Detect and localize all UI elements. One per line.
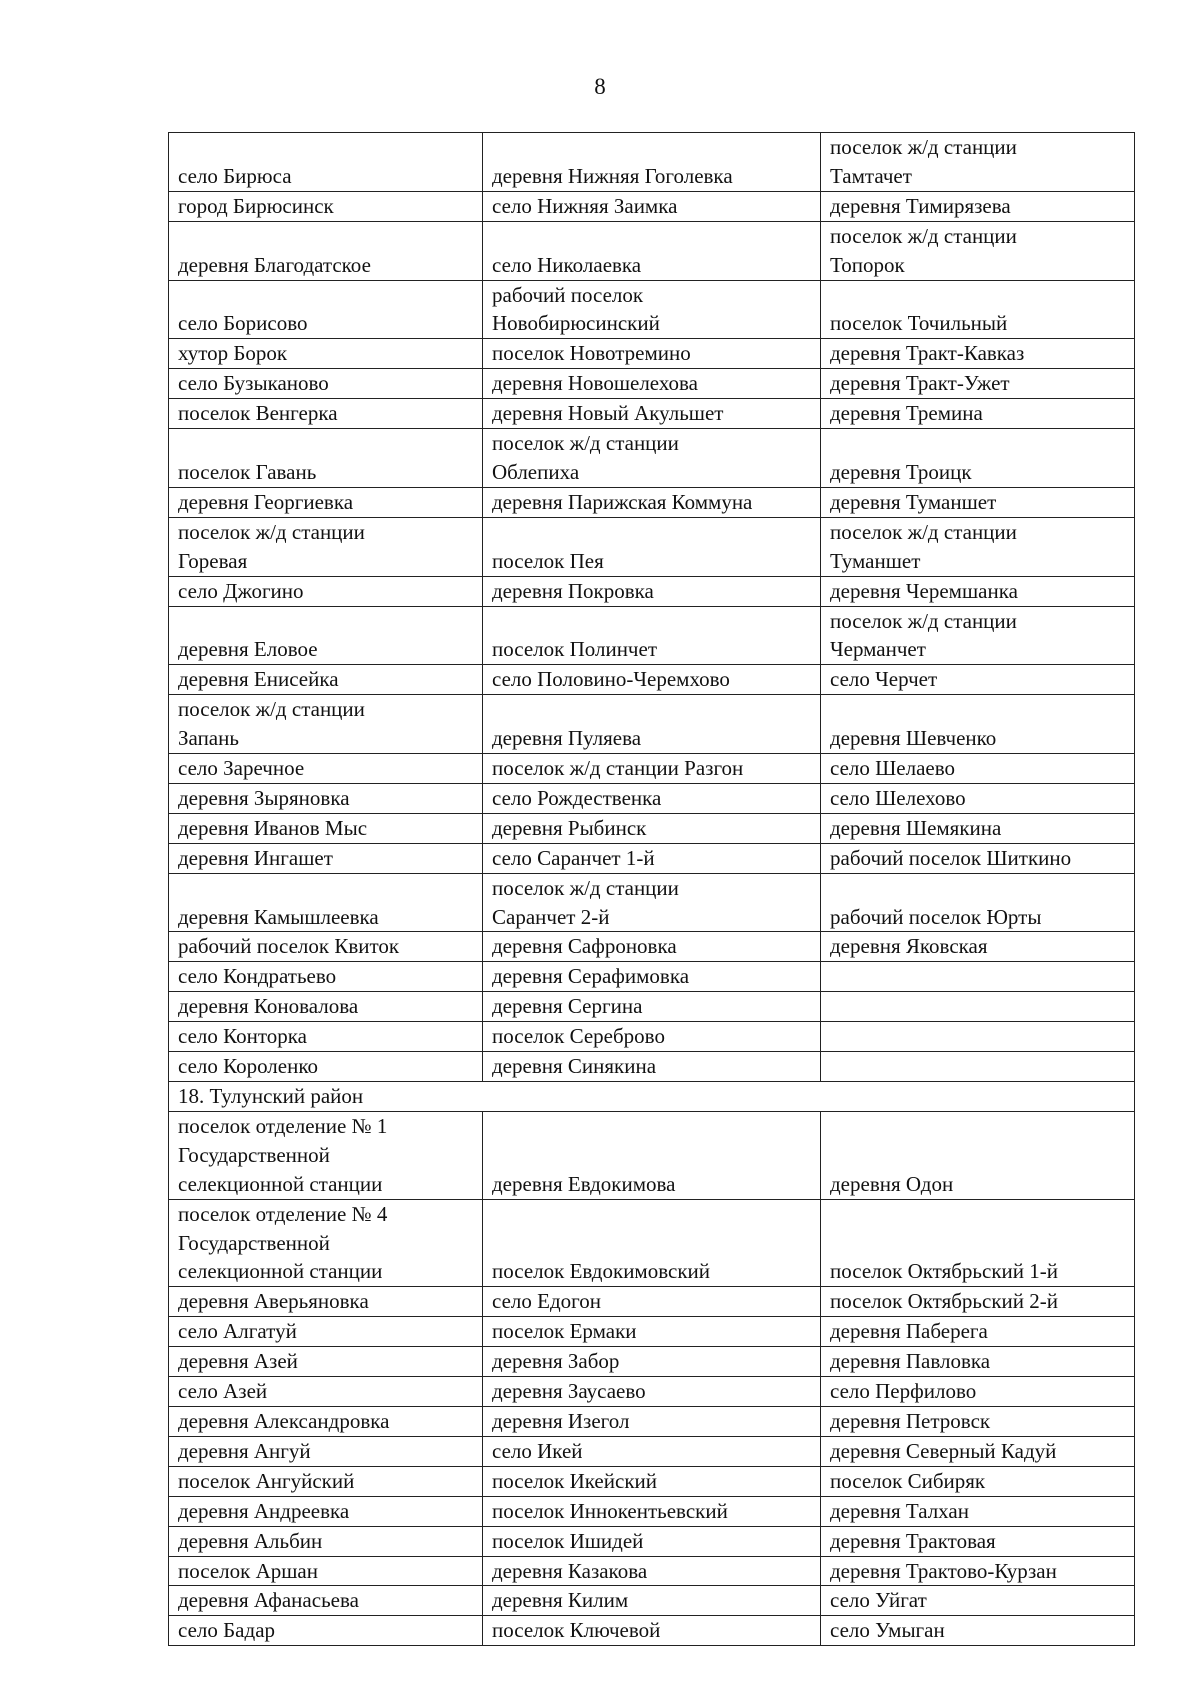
table-cell: поселок Пея bbox=[483, 517, 821, 576]
table-row bbox=[169, 339, 1135, 369]
table-cell: село Николаевка bbox=[483, 221, 821, 280]
table-cell: деревня Синякина bbox=[483, 1052, 821, 1082]
table-cell: поселок Сибиряк bbox=[821, 1466, 1135, 1496]
table-cell bbox=[821, 1022, 1135, 1052]
table-row bbox=[169, 1287, 1135, 1317]
table-row bbox=[169, 1586, 1135, 1616]
table-row bbox=[169, 576, 1135, 606]
table-cell: поселок Новотремино bbox=[483, 339, 821, 369]
table-cell: село Половино-Черемхово bbox=[483, 665, 821, 695]
table-cell bbox=[821, 962, 1135, 992]
table-cell: поселок ж/д станции Разгон bbox=[483, 754, 821, 784]
table-row bbox=[169, 843, 1135, 873]
table-row bbox=[169, 1199, 1135, 1287]
table-cell: деревня Азей bbox=[169, 1347, 483, 1377]
table-cell: деревня Северный Кадуй bbox=[821, 1436, 1135, 1466]
table-cell: поселок Гавань bbox=[169, 429, 483, 488]
section-header-row bbox=[169, 1082, 1135, 1112]
table-cell: поселок ж/д станции Запань bbox=[169, 695, 483, 754]
table-cell: деревня Шемякина bbox=[821, 813, 1135, 843]
table-cell: деревня Альбин bbox=[169, 1526, 483, 1556]
table-cell: село Бирюса bbox=[169, 133, 483, 192]
table-cell: деревня Серафимовка bbox=[483, 962, 821, 992]
table-cell: село Саранчет 1-й bbox=[483, 843, 821, 873]
table-cell: поселок ж/д станции Горевая bbox=[169, 517, 483, 576]
table-row bbox=[169, 962, 1135, 992]
table-cell: поселок Точильный bbox=[821, 280, 1135, 339]
district-18-rows bbox=[169, 1111, 1135, 1645]
table-cell: деревня Нижняя Гоголевка bbox=[483, 133, 821, 192]
table-cell: деревня Новошелехова bbox=[483, 369, 821, 399]
table-cell: деревня Яковская bbox=[821, 932, 1135, 962]
table-cell: деревня Сафроновка bbox=[483, 932, 821, 962]
table-row bbox=[169, 133, 1135, 192]
table-cell: деревня Покровка bbox=[483, 576, 821, 606]
table-cell: деревня Георгиевка bbox=[169, 487, 483, 517]
table-row bbox=[169, 1111, 1135, 1199]
table-cell: деревня Петровск bbox=[821, 1406, 1135, 1436]
table-cell: деревня Талхан bbox=[821, 1496, 1135, 1526]
table-cell: поселок отделение № 1 Государственной селекционной станции bbox=[169, 1111, 483, 1199]
table-cell: деревня Коновалова bbox=[169, 992, 483, 1022]
table-row bbox=[169, 695, 1135, 754]
table-cell: деревня Изегол bbox=[483, 1406, 821, 1436]
table-cell: поселок Полинчет bbox=[483, 606, 821, 665]
table-cell: деревня Тремина bbox=[821, 399, 1135, 429]
table-cell: рабочий поселок Юрты bbox=[821, 873, 1135, 932]
table-cell: село Перфилово bbox=[821, 1377, 1135, 1407]
table-cell: поселок Октябрьский 2-й bbox=[821, 1287, 1135, 1317]
table-cell: деревня Ангуй bbox=[169, 1436, 483, 1466]
table-row bbox=[169, 606, 1135, 665]
table-cell: село Заречное bbox=[169, 754, 483, 784]
table-cell bbox=[821, 992, 1135, 1022]
table-cell: село Умыган bbox=[821, 1616, 1135, 1646]
table-row bbox=[169, 665, 1135, 695]
table-cell: деревня Одон bbox=[821, 1111, 1135, 1199]
table-cell: рабочий поселок Новобирюсинский bbox=[483, 280, 821, 339]
table-cell: поселок Иннокентьевский bbox=[483, 1496, 821, 1526]
table-row bbox=[169, 1526, 1135, 1556]
table-row bbox=[169, 754, 1135, 784]
table-cell: село Алгатуй bbox=[169, 1317, 483, 1347]
table-cell: село Бадар bbox=[169, 1616, 483, 1646]
table-cell: деревня Туманшет bbox=[821, 487, 1135, 517]
table-cell: деревня Тракт-Ужет bbox=[821, 369, 1135, 399]
table-cell: деревня Новый Акульшет bbox=[483, 399, 821, 429]
table-cell: село Нижняя Заимка bbox=[483, 191, 821, 221]
table-cell: деревня Благодатское bbox=[169, 221, 483, 280]
table-cell: село Бузыканово bbox=[169, 369, 483, 399]
table-cell: село Азей bbox=[169, 1377, 483, 1407]
table-cell: поселок ж/д станции Топорок bbox=[821, 221, 1135, 280]
table-row bbox=[169, 221, 1135, 280]
table-cell: деревня Тракт-Кавказ bbox=[821, 339, 1135, 369]
table-cell: село Шелехово bbox=[821, 783, 1135, 813]
table-cell: село Джогино bbox=[169, 576, 483, 606]
table-cell: рабочий поселок Шиткино bbox=[821, 843, 1135, 873]
table-row bbox=[169, 1406, 1135, 1436]
table-row bbox=[169, 1466, 1135, 1496]
table-row bbox=[169, 191, 1135, 221]
table-cell: поселок Октябрьский 1-й bbox=[821, 1199, 1135, 1287]
table-cell: деревня Еловое bbox=[169, 606, 483, 665]
table-cell: поселок ж/д станции Черманчет bbox=[821, 606, 1135, 665]
table-cell: город Бирюсинск bbox=[169, 191, 483, 221]
table-cell: село Короленко bbox=[169, 1052, 483, 1082]
table-cell: поселок Икейский bbox=[483, 1466, 821, 1496]
table-cell: село Рождественка bbox=[483, 783, 821, 813]
table-row bbox=[169, 1347, 1135, 1377]
table-cell: деревня Казакова bbox=[483, 1556, 821, 1586]
table-cell: поселок Евдокимовский bbox=[483, 1199, 821, 1287]
table-row bbox=[169, 1436, 1135, 1466]
table-cell: деревня Зыряновка bbox=[169, 783, 483, 813]
table-cell: поселок Ключевой bbox=[483, 1616, 821, 1646]
table-cell bbox=[821, 1052, 1135, 1082]
district-17-rows bbox=[169, 133, 1135, 1082]
table-cell: деревня Трактовая bbox=[821, 1526, 1135, 1556]
table-cell: поселок Аршан bbox=[169, 1556, 483, 1586]
table-cell: деревня Пуляева bbox=[483, 695, 821, 754]
table-cell: деревня Парижская Коммуна bbox=[483, 487, 821, 517]
table-cell: деревня Аверьяновка bbox=[169, 1287, 483, 1317]
table-cell: село Черчет bbox=[821, 665, 1135, 695]
table-cell: село Шелаево bbox=[821, 754, 1135, 784]
table-cell: поселок Венгерка bbox=[169, 399, 483, 429]
table-cell: деревня Павловка bbox=[821, 1347, 1135, 1377]
table-row bbox=[169, 992, 1135, 1022]
table-row bbox=[169, 1616, 1135, 1646]
table-row bbox=[169, 1496, 1135, 1526]
table-cell: село Кондратьево bbox=[169, 962, 483, 992]
table-row bbox=[169, 429, 1135, 488]
table-cell: деревня Трактово-Курзан bbox=[821, 1556, 1135, 1586]
table-row bbox=[169, 280, 1135, 339]
table-cell: поселок Сереброво bbox=[483, 1022, 821, 1052]
table-cell: рабочий поселок Квиток bbox=[169, 932, 483, 962]
table-row bbox=[169, 517, 1135, 576]
table-cell: деревня Сергина bbox=[483, 992, 821, 1022]
settlements-table bbox=[168, 132, 1135, 1646]
table-cell: поселок ж/д станции Облепиха bbox=[483, 429, 821, 488]
table-cell: поселок Ишидей bbox=[483, 1526, 821, 1556]
table-cell: деревня Ингашет bbox=[169, 843, 483, 873]
table-cell: село Конторка bbox=[169, 1022, 483, 1052]
table-cell: деревня Троицк bbox=[821, 429, 1135, 488]
table-row bbox=[169, 399, 1135, 429]
table-cell: хутор Борок bbox=[169, 339, 483, 369]
table-cell: поселок Ермаки bbox=[483, 1317, 821, 1347]
table-cell: деревня Енисейка bbox=[169, 665, 483, 695]
page-number: 8 bbox=[594, 74, 606, 99]
table-cell: деревня Александровка bbox=[169, 1406, 483, 1436]
table-row bbox=[169, 783, 1135, 813]
table-cell: деревня Заусаево bbox=[483, 1377, 821, 1407]
table-cell: деревня Забор bbox=[483, 1347, 821, 1377]
table-cell: поселок ж/д станции Туманшет bbox=[821, 517, 1135, 576]
table-cell: деревня Андреевка bbox=[169, 1496, 483, 1526]
table-cell: село Икей bbox=[483, 1436, 821, 1466]
table-cell: село Уйгат bbox=[821, 1586, 1135, 1616]
table-cell: поселок отделение № 4 Государственной селекционной станции bbox=[169, 1199, 483, 1287]
table-row bbox=[169, 369, 1135, 399]
table-cell: поселок Ангуйский bbox=[169, 1466, 483, 1496]
table-row bbox=[169, 873, 1135, 932]
table-row bbox=[169, 1556, 1135, 1586]
table-row bbox=[169, 1317, 1135, 1347]
table-cell: поселок ж/д станции Саранчет 2-й bbox=[483, 873, 821, 932]
table-row bbox=[169, 1377, 1135, 1407]
table-cell: поселок ж/д станции Тамтачет bbox=[821, 133, 1135, 192]
table-cell: деревня Камышлеевка bbox=[169, 873, 483, 932]
table-cell: деревня Иванов Мыс bbox=[169, 813, 483, 843]
table-row bbox=[169, 1052, 1135, 1082]
table-cell: деревня Килим bbox=[483, 1586, 821, 1616]
table-cell: деревня Рыбинск bbox=[483, 813, 821, 843]
table-row bbox=[169, 1022, 1135, 1052]
table-cell: деревня Шевченко bbox=[821, 695, 1135, 754]
table-cell: деревня Черемшанка bbox=[821, 576, 1135, 606]
table-cell: деревня Тимирязева bbox=[821, 191, 1135, 221]
table-cell: село Борисово bbox=[169, 280, 483, 339]
table-cell: деревня Евдокимова bbox=[483, 1111, 821, 1199]
table-cell: село Едогон bbox=[483, 1287, 821, 1317]
table-cell: деревня Афанасьева bbox=[169, 1586, 483, 1616]
table-cell: деревня Паберега bbox=[821, 1317, 1135, 1347]
section-header: 18. Тулунский район bbox=[169, 1082, 1135, 1112]
table-row bbox=[169, 932, 1135, 962]
table-row bbox=[169, 813, 1135, 843]
table-row bbox=[169, 487, 1135, 517]
